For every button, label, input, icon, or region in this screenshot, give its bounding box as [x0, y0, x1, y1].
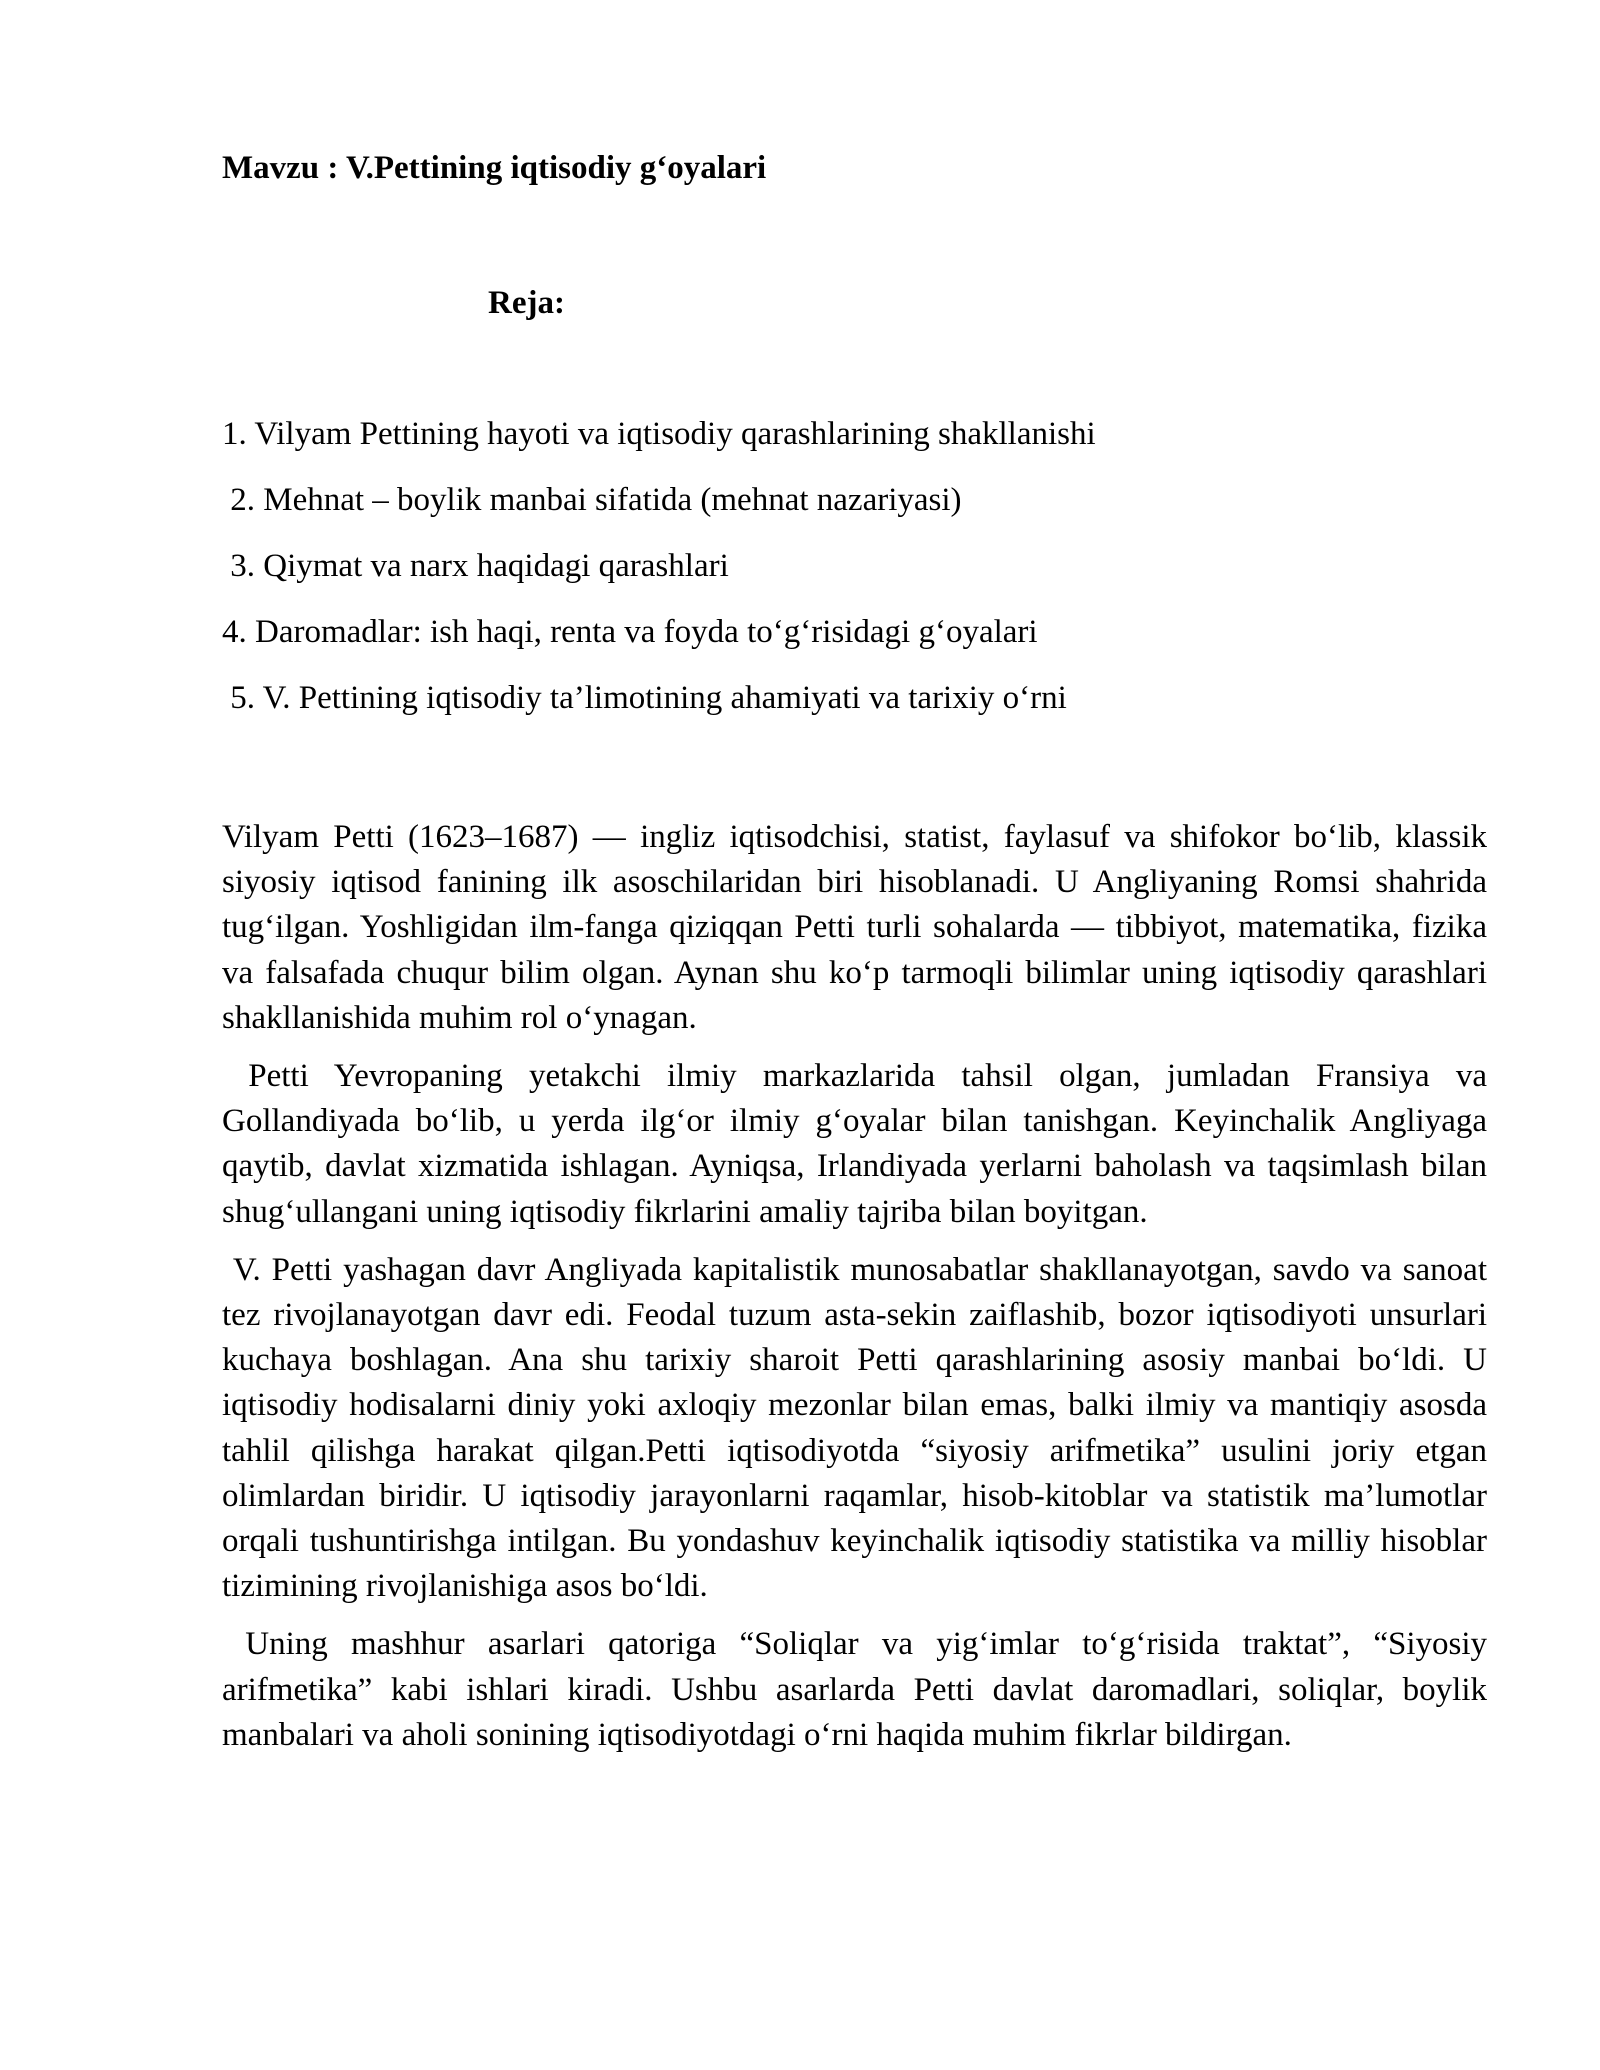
- plan-list: [222, 414, 1096, 744]
- plan-heading: Reja:: [488, 285, 565, 321]
- document-title: Mavzu : V.Pettining iqtisodiy g‘oyalari: [222, 150, 767, 186]
- paragraph-works: Uning mashhur asarlari qatoriga “Soliqlar va yig‘imlar to‘g‘risida traktat”, “Siyosiy arifmetika” kabi ishlari kiradi. Ushbu asarlarda Petti davlat daromadlari, soliqlar, boylik manbalari va aholi sonining iqtisodiyotdagi o‘rni haqida muhim fikrlar bildirgan.: [222, 1626, 1496, 1753]
- plan-item-2: 2. Mehnat – boylik manbai sifatida (mehnat nazariyasi): [222, 482, 962, 518]
- plan-item-1: 1. Vilyam Pettining hayoti va iqtisodiy qarashlarining shakllanishi: [222, 416, 1096, 452]
- body-text: [222, 815, 1496, 1771]
- paragraph-historical-context: V. Petti yashagan davr Angliyada kapitalistik munosabatlar shakllanayotgan, savdo va sanoat tez rivojlanayotgan davr edi. Feodal tuzum asta-sekin zaiflashib, bozor iqtisodiyoti unsurlari kuchaya boshlagan. Ana shu tarixiy sharoit Petti qarashlarining asosiy manbai bo‘ldi. U iqtisodiy hodisalarni diniy yoki axloqiy mezonlar bilan emas, balki ilmiy va mantiqiy asosda tahlil qilishga harakat qilgan.Petti iqtisodiyotda “siyosiy arifmetika” usulini joriy etgan olimlardan biridir. U iqtisodiy jarayonlarni raqamlar, hisob-kitoblar va statistik ma’lumotlar orqali tushuntirishga intilgan. Bu yondashuv keyinchalik iqtisodiy statistika va milliy hisoblar tizimining rivojlanishiga asos bo‘ldi.: [222, 1251, 1496, 1605]
- paragraph-biography: Vilyam Petti (1623–1687) — ingliz iqtisodchisi, statist, faylasuf va shifokor bo‘lib, klassik siyosiy iqtisod fanining ilk asoschilaridan biri hisoblanadi. U Angliyaning Romsi shahrida tug‘ilgan. Yoshligidan ilm-fanga qiziqqan Petti turli sohalarda — tibbiyot, matematika, fizika va falsafada chuqur bilim olgan. Aynan shu ko‘p tarmoqli bilimlar uning iqtisodiy qarashlari shakllanishida muhim rol o‘ynagan.: [222, 819, 1496, 1036]
- plan-item-3: 3. Qiymat va narx haqidagi qarashlari: [222, 548, 729, 584]
- plan-item-4: 4. Daromadlar: ish haqi, renta va foyda to‘g‘risidagi g‘oyalari: [222, 614, 1038, 650]
- paragraph-education: Petti Yevropaning yetakchi ilmiy markazlarida tahsil olgan, jumladan Fransiya va Gollandiyada bo‘lib, u yerda ilg‘or ilmiy g‘oyalar bilan tanishgan. Keyinchalik Angliyaga qaytib, davlat xizmatida ishlagan. Ayniqsa, Irlandiyada yerlarni baholash va taqsimlash bilan shug‘ullangani uning iqtisodiy fikrlarini amaliy tajriba bilan boyitgan.: [222, 1058, 1496, 1230]
- plan-item-5: 5. V. Pettining iqtisodiy ta’limotining ahamiyati va tarixiy o‘rni: [222, 680, 1067, 716]
